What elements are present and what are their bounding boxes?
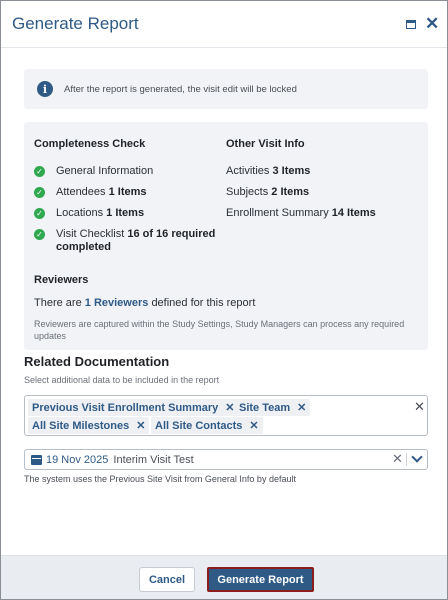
related-documentation-hint: Select additional data to be included in the report xyxy=(24,375,220,385)
ovi-subjects xyxy=(226,186,309,198)
ovi-enrollment-summary xyxy=(226,207,376,219)
info-text: After the report is generated, the visit edit will be locked xyxy=(64,83,297,95)
reviewers-note: Reviewers are captured within the Study Settings, Study Managers can process any required updates xyxy=(34,319,405,341)
tag-label: All Site Contacts xyxy=(155,419,243,432)
related-documentation-multiselect[interactable] xyxy=(24,395,428,436)
close-icon[interactable]: ✕ xyxy=(425,14,440,33)
visit-select-hint: The system uses the Previous Site Visit from General Info by default xyxy=(24,474,296,484)
check-circle-icon: ✓ xyxy=(34,208,45,219)
check-label: Visit Checklist xyxy=(56,228,125,240)
ovi-label: Activities xyxy=(226,165,270,177)
other-visit-info-title: Other Visit Info xyxy=(226,138,305,150)
reviewers-suffix: defined for this report xyxy=(151,297,256,309)
visit-date: 19 Nov 2025 xyxy=(46,453,109,466)
check-attendees xyxy=(34,186,147,199)
check-label: Attendees xyxy=(56,186,106,198)
dialog-header xyxy=(1,1,447,48)
check-circle-icon: ✓ xyxy=(34,187,45,198)
tag-label: All Site Milestones xyxy=(32,419,130,432)
calendar-icon xyxy=(31,455,42,465)
select-divider xyxy=(406,453,407,466)
visit-name: Interim Visit Test xyxy=(113,453,194,466)
ovi-value: 3 Items xyxy=(272,165,311,177)
reviewers-count-link[interactable]: 1 Reviewers xyxy=(84,297,149,309)
info-icon: i xyxy=(37,81,53,97)
related-documentation-title: Related Documentation xyxy=(24,354,170,369)
ovi-label: Subjects xyxy=(226,186,269,198)
reviewers-prefix: There are xyxy=(34,297,82,309)
check-label: Locations xyxy=(56,207,104,219)
check-label: General Information xyxy=(56,165,154,177)
ovi-label: Enrollment Summary xyxy=(226,207,329,219)
summary-panel xyxy=(24,122,428,350)
tag-remove-icon[interactable]: ✕ xyxy=(249,420,259,432)
reviewers-title: Reviewers xyxy=(34,274,89,286)
dialog-title: Generate Report xyxy=(12,14,139,33)
check-value: 1 Items xyxy=(106,207,145,219)
ovi-value: 2 Items xyxy=(271,186,310,198)
tag-all-site-milestones xyxy=(28,417,149,434)
tag-site-team xyxy=(235,399,310,416)
check-value: 16 of 16 required completed xyxy=(56,228,216,253)
check-circle-icon: ✓ xyxy=(34,166,45,177)
dialog-footer xyxy=(1,555,447,599)
tag-label: Site Team xyxy=(239,401,291,414)
tag-previous-visit-enrollment-summary xyxy=(28,399,238,416)
cancel-button[interactable]: Cancel xyxy=(139,567,195,592)
tag-remove-icon[interactable]: ✕ xyxy=(297,402,307,414)
tag-label: Previous Visit Enrollment Summary xyxy=(32,401,219,414)
chevron-down-icon[interactable] xyxy=(411,451,422,462)
completeness-title: Completeness Check xyxy=(34,138,146,150)
tag-remove-icon[interactable]: ✕ xyxy=(136,420,146,432)
reviewers-line xyxy=(34,297,255,309)
tag-remove-icon[interactable]: ✕ xyxy=(225,402,235,414)
check-general-information xyxy=(34,165,153,178)
generate-report-button[interactable]: Generate Report xyxy=(207,567,314,592)
maximize-icon[interactable] xyxy=(406,20,416,29)
visit-select[interactable] xyxy=(24,449,428,470)
check-locations xyxy=(34,207,144,220)
check-circle-icon: ✓ xyxy=(34,229,45,240)
tag-all-site-contacts xyxy=(151,417,263,434)
check-visit-checklist xyxy=(34,228,224,254)
info-banner xyxy=(24,69,428,109)
clear-selection-icon[interactable]: ✕ xyxy=(392,451,403,466)
ovi-value: 14 Items xyxy=(331,207,376,219)
check-value: 1 Items xyxy=(108,186,147,198)
clear-all-tags-icon[interactable]: ✕ xyxy=(414,399,425,414)
ovi-activities xyxy=(226,165,310,177)
